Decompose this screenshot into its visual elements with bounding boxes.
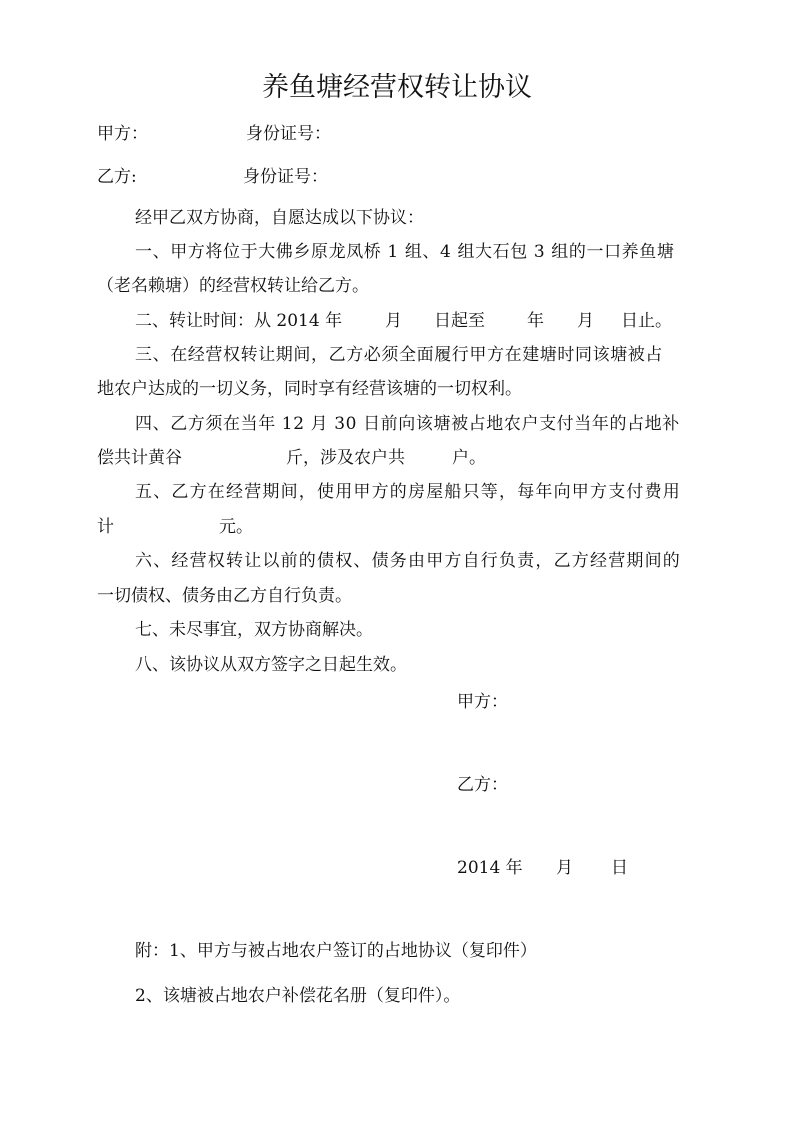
clause-3-line-2: 地农户达成的一切义务，同时享有经营该塘的一切权利。 [97,379,522,399]
intro-text: 经甲乙双方协商，自愿达成以下协议： [135,208,424,228]
clause-4-line-1: 四、乙方须在当年 12 月 30 日前向该塘被占地农户支付当年的占地补 [135,414,680,434]
clause-6-line-1: 六、经营权转让以前的债权、债务由甲方自行负责，乙方经营期间的 [135,551,681,571]
clause-2-prefix: 二、转让时间：从 2014 年 [135,311,343,331]
clause-2-month-to: 月 [577,311,594,331]
signature-party-b: 乙方： [457,775,508,795]
clause-4-line-2-c: 户。 [452,448,486,468]
clause-4-line-2-b: 斤，涉及农户共 [286,448,405,468]
clause-8: 八、该协议从双方签字之日起生效。 [135,655,407,675]
signature-party-a: 甲方： [457,692,508,712]
signature-date-year: 2014 年 [457,858,523,878]
clause-1-line-2: （老名赖塘）的经营权转让给乙方。 [97,276,369,296]
party-b-id-label: 身份证号： [243,167,328,187]
page-title: 养鱼塘经营权转让协议 [262,72,532,103]
clause-2-day-from: 日起至 [434,311,485,331]
party-a-id-label: 身份证号： [246,124,331,144]
signature-date-month: 月 [556,858,573,878]
clause-7: 七、未尽事宜，双方协商解决。 [135,620,373,640]
clause-6-line-2: 一切债权、债务由乙方自行负责。 [97,586,352,606]
party-a-label: 甲方： [97,124,148,144]
clause-5-line-1: 五、乙方在经营期间，使用甲方的房屋船只等，每年向甲方支付费用 [135,482,681,502]
clause-1-line-1: 一、甲方将位于大佛乡原龙凤桥 1 组、4 组大石包 3 组的一口养鱼塘 [135,242,675,262]
clause-2-day-to: 日止。 [621,311,672,331]
clause-2-month-from: 月 [385,311,402,331]
clause-2-year-to: 年 [527,311,544,331]
appendix-item-1: 附：1、甲方与被占地农户签订的占地协议（复印件） [135,941,537,961]
clause-5-line-2-b: 元。 [219,517,253,537]
clause-5-line-2-a: 计 [97,517,114,537]
clause-4-line-2-a: 偿共计黄谷 [97,448,182,468]
party-b-label: 乙方: [97,167,137,187]
appendix-item-2: 2、该塘被占地农户补偿花名册（复印件）。 [135,986,461,1006]
signature-date-day: 日 [611,858,628,878]
clause-3-line-1: 三、在经营权转让期间，乙方必须全面履行甲方在建塘时同该塘被占 [135,345,663,365]
